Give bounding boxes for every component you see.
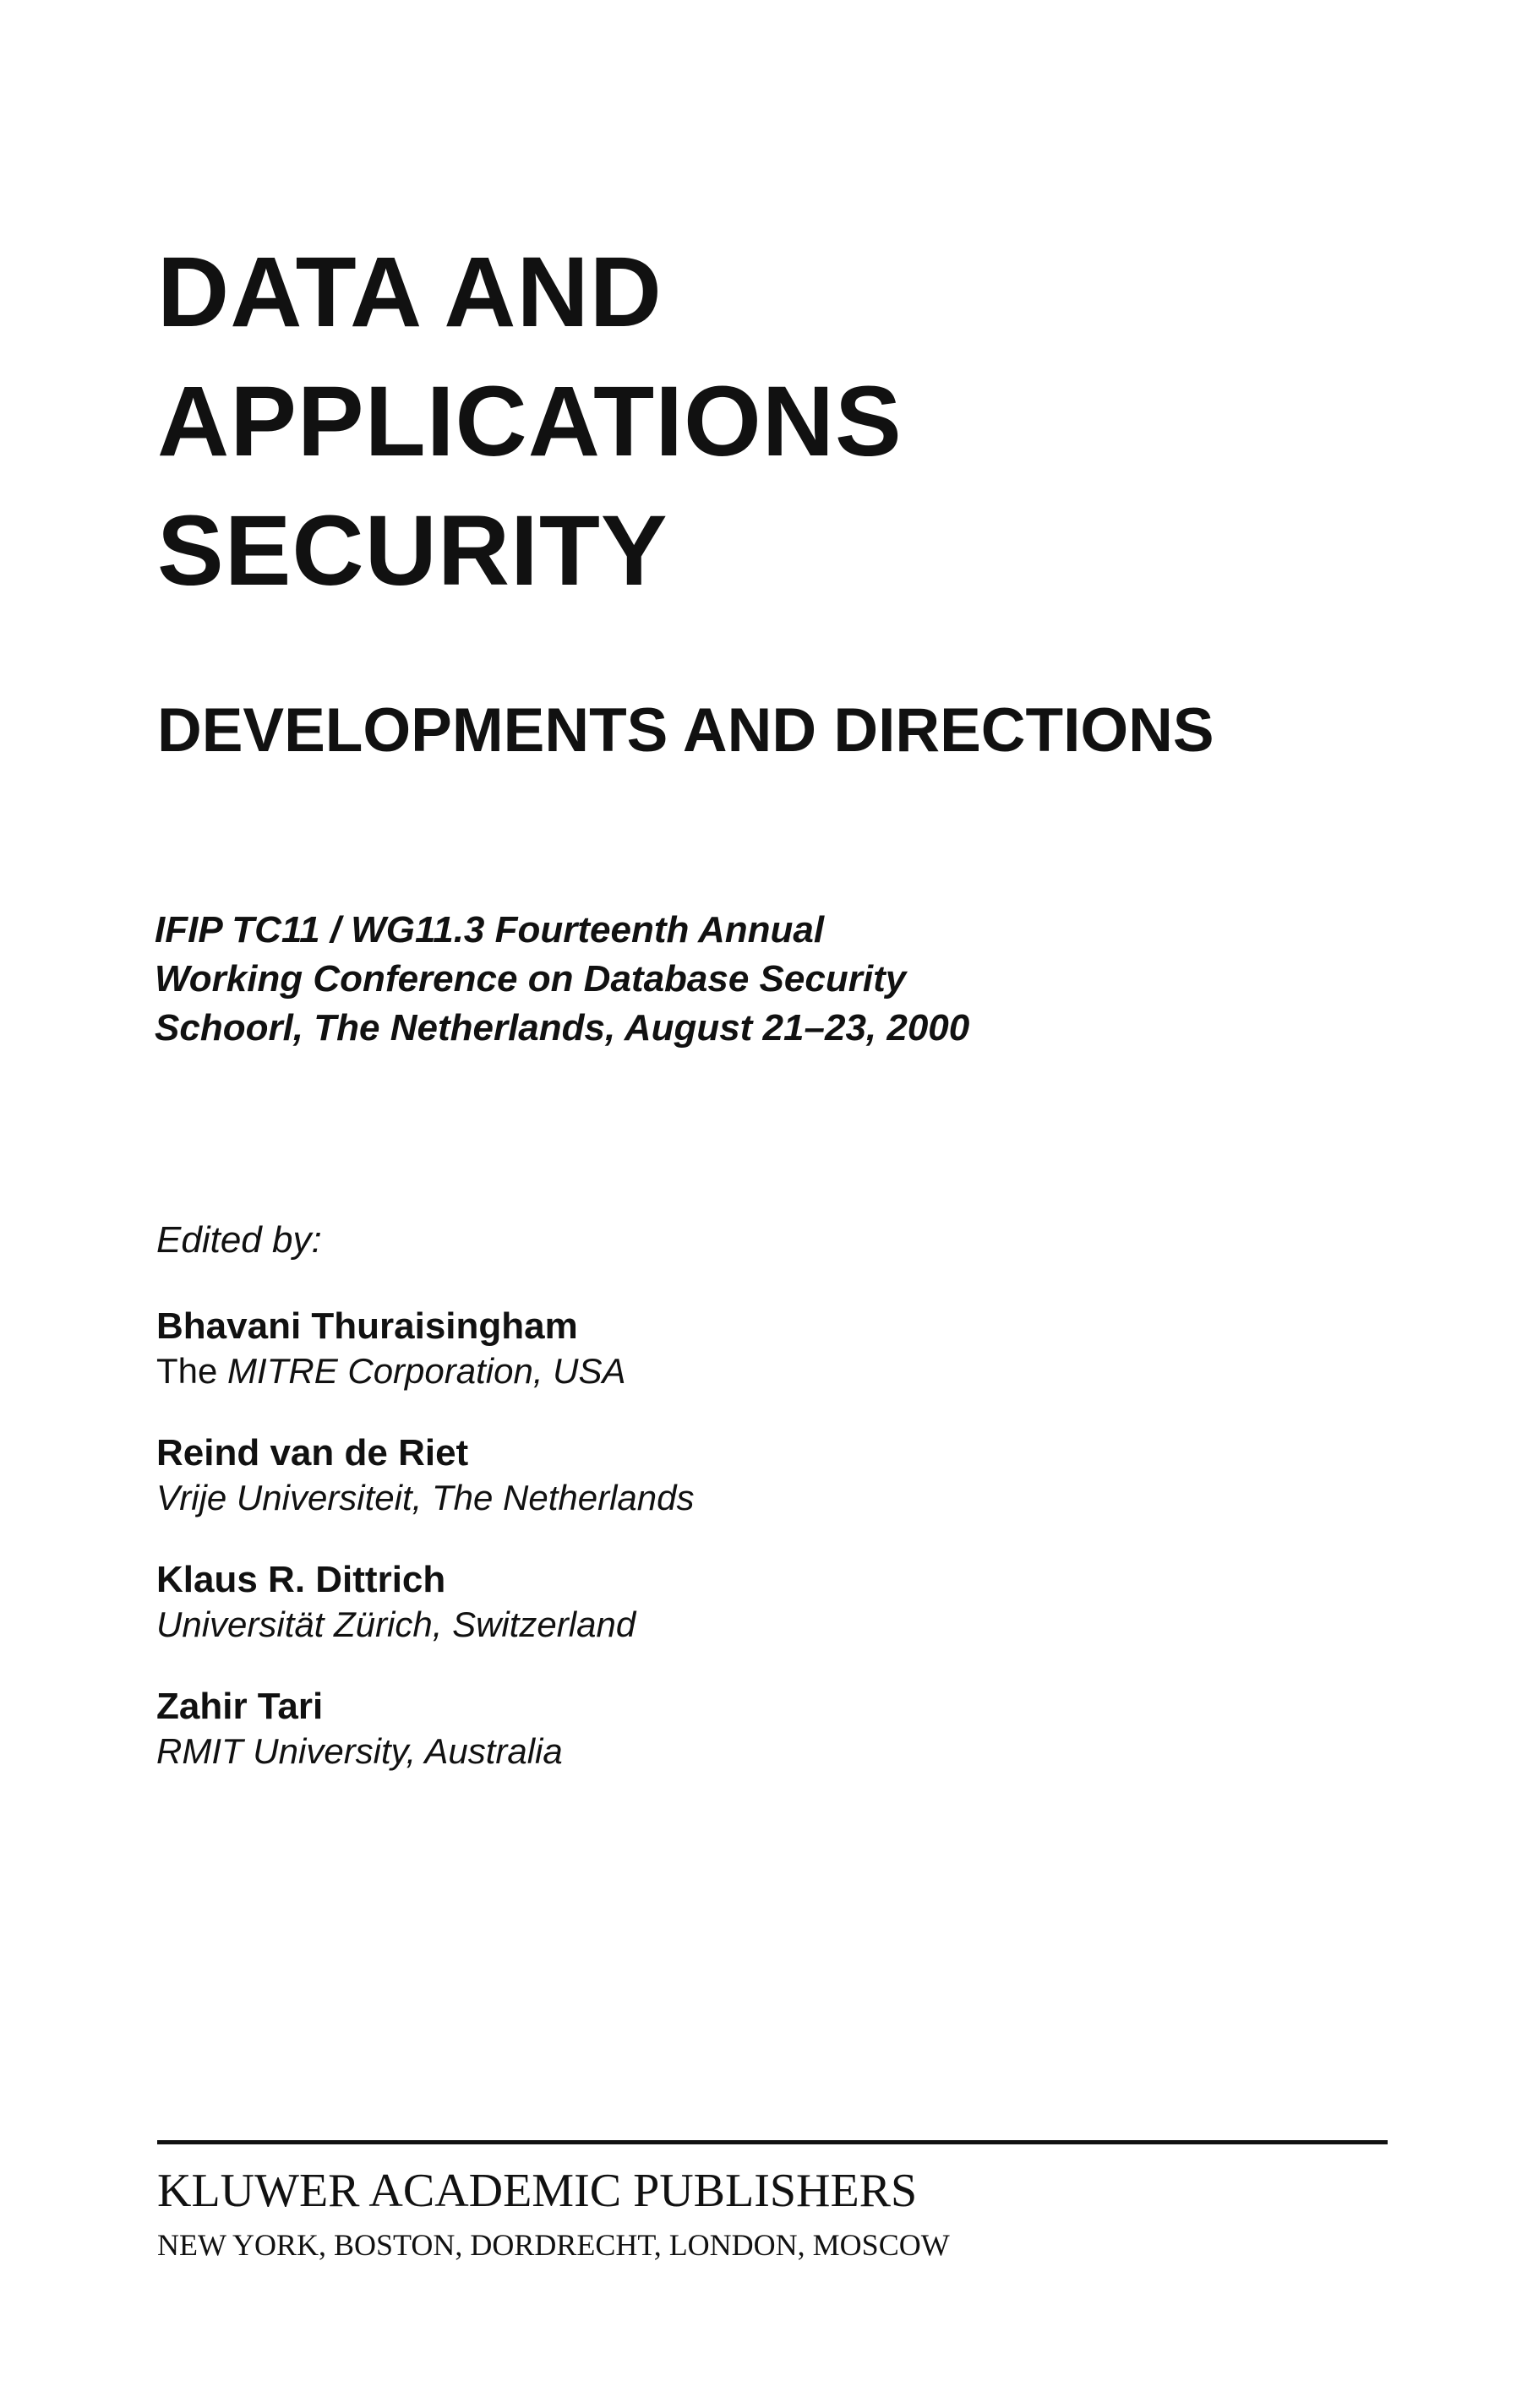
editor-name: Reind van de Riet bbox=[156, 1432, 469, 1474]
book-title bbox=[157, 228, 1340, 616]
affiliation-text: RMIT University, Australia bbox=[156, 1731, 563, 1771]
conference-line: Schoorl, The Netherlands, August 21–23, 2000 bbox=[155, 1007, 970, 1049]
editor-affiliation bbox=[156, 1729, 695, 1774]
conference-info bbox=[155, 906, 969, 1053]
affiliation-text: Vrije Universiteit, The Netherlands bbox=[156, 1478, 695, 1517]
publisher-divider bbox=[157, 2140, 1388, 2144]
editor-name: Zahir Tari bbox=[156, 1686, 324, 1727]
affiliation-text: MITRE Corporation, USA bbox=[227, 1351, 626, 1391]
edited-by-label: Edited by: bbox=[156, 1219, 322, 1261]
publisher-name: KLUWER ACADEMIC PUBLISHERS bbox=[157, 2165, 918, 2217]
book-subtitle: DEVELOPMENTS AND DIRECTIONS bbox=[157, 696, 1214, 765]
editor-affiliation bbox=[156, 1602, 695, 1648]
title-line: APPLICATIONS bbox=[157, 366, 903, 477]
conference-line: Working Conference on Database Security bbox=[155, 958, 907, 1000]
editor-entry bbox=[156, 1558, 695, 1648]
affiliation-prefix: The bbox=[156, 1351, 228, 1391]
title-line: SECURITY bbox=[157, 495, 668, 607]
editor-name: Bhavani Thuraisingham bbox=[156, 1305, 578, 1347]
affiliation-text: Universität Zürich, Switzerland bbox=[156, 1604, 636, 1644]
editor-name: Klaus R. Dittrich bbox=[156, 1559, 446, 1600]
editor-affiliation bbox=[156, 1348, 695, 1394]
editor-entry bbox=[156, 1685, 695, 1774]
editors-list bbox=[156, 1305, 695, 1811]
editor-entry bbox=[156, 1431, 695, 1521]
publisher-cities: NEW YORK, BOSTON, DORDRECHT, LONDON, MOSCOW bbox=[157, 2228, 950, 2262]
editor-entry bbox=[156, 1305, 695, 1394]
conference-line: IFIP TC11 / WG11.3 Fourteenth Annual bbox=[155, 909, 825, 951]
title-line: DATA AND bbox=[157, 237, 663, 348]
editor-affiliation bbox=[156, 1475, 695, 1521]
